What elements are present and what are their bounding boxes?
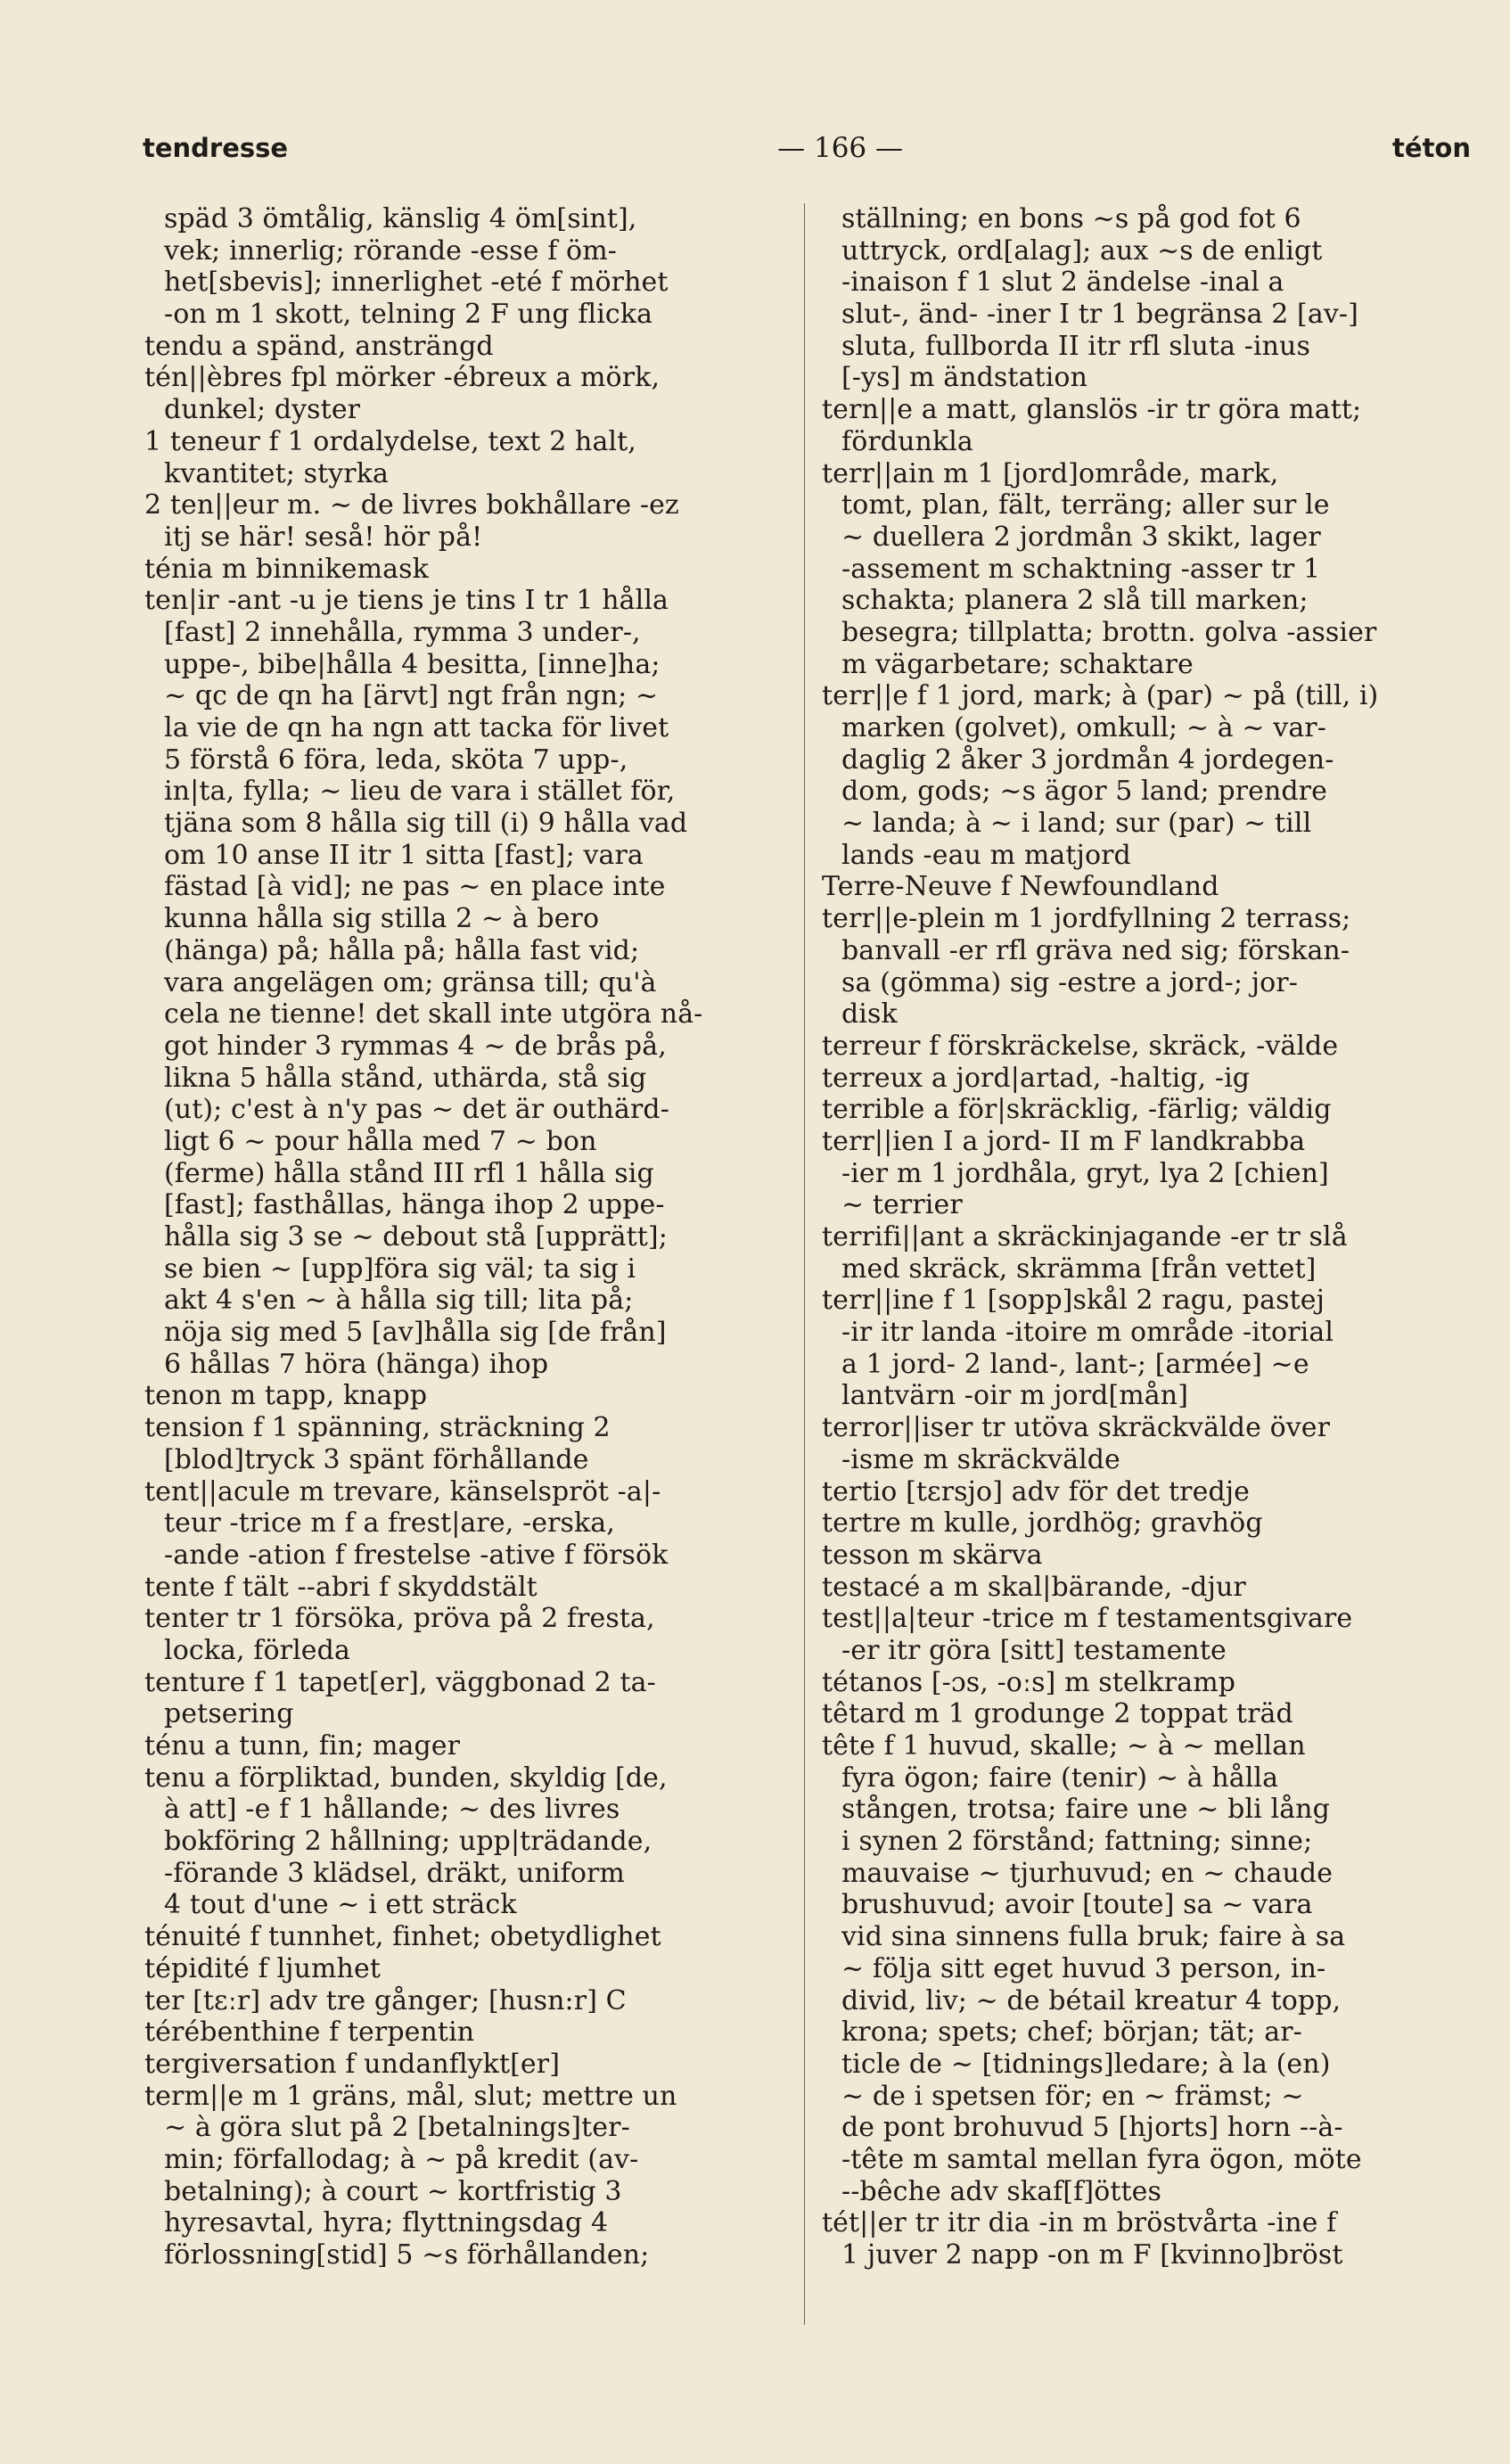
dictionary-line: -inaison f 1 slut 2 ändelse -inal a (841, 267, 1284, 299)
dictionary-line: betalning); à court ~ kortfristig 3 (164, 2175, 622, 2207)
dictionary-line: térébenthine f terpentin (144, 2016, 475, 2049)
dictionary-line: marken (golvet), omkull; ~ à ~ var- (841, 712, 1326, 743)
dictionary-line: -assement m schaktning -asser tr 1 (841, 553, 1321, 585)
dictionary-line: uppe-, bibe|hålla 4 besitta, [inne]ha; (164, 648, 661, 680)
dictionary-line: got hinder 3 rymmas 4 ~ de brås på, (164, 1030, 667, 1062)
dictionary-line: tertre m kulle, jordhög; gravhög (822, 1507, 1263, 1540)
dictionary-line: likna 5 hålla stånd, uthärda, stå sig (164, 1062, 647, 1094)
dictionary-line: schakta; planera 2 slå till marken; (841, 585, 1309, 617)
dictionary-line: terreux a jord|artad, -haltig, -ig (822, 1062, 1251, 1094)
page-number: — 166 — (777, 132, 904, 164)
dictionary-line: tétanos [-ɔs, -oːs] m stelkramp (822, 1666, 1236, 1698)
dictionary-line: m vägarbetare; schaktare (841, 648, 1194, 680)
dictionary-line: ligt 6 ~ pour hålla med 7 ~ bon (164, 1125, 597, 1157)
dictionary-line: vek; innerlig; rörande -esse f öm- (164, 234, 617, 267)
dictionary-line: terr||e-plein m 1 jordfyllning 2 terrass; (822, 903, 1351, 935)
dictionary-line: -on m 1 skott, telning 2 F ung flicka (164, 299, 653, 331)
dictionary-line: nöja sig med 5 [av]hålla sig [de från] (164, 1317, 667, 1349)
dictionary-line: tendu a spänd, ansträngd (144, 330, 494, 362)
dictionary-line: besegra; tillplatta; brottn. golva -assier (841, 616, 1377, 648)
dictionary-line: disk (841, 998, 898, 1031)
dictionary-line: daglig 2 åker 3 jordmån 4 jordegen- (841, 743, 1334, 776)
dictionary-line: ~ följa sitt eget huvud 3 person, in- (841, 1952, 1326, 1984)
dictionary-line: stången, trotsa; faire une ~ bli lång (841, 1794, 1330, 1826)
dictionary-line: petsering (164, 1698, 294, 1730)
dictionary-line: ~ duellera 2 jordmån 3 skikt, lager (841, 521, 1321, 553)
dictionary-line: (ut); c'est à n'y pas ~ det är outhärd- (164, 1094, 669, 1126)
dictionary-line: tern||e a matt, glanslös -ir tr göra matt; (822, 394, 1362, 426)
dictionary-line: akt 4 s'en ~ à hålla sig till; lita på; (164, 1285, 634, 1317)
dictionary-line: tét||er tr itr dia -in m bröstvårta -ine f (822, 2207, 1337, 2239)
header-left-headword: tendresse (143, 133, 289, 163)
dictionary-line: med skräck, skrämma [från vettet] (841, 1253, 1317, 1285)
dictionary-line: -förande 3 klädsel, dräkt, uniform (164, 1857, 625, 1889)
dictionary-line: hålla sig 3 se ~ debout stå [upprätt]; (164, 1221, 668, 1253)
dictionary-line: brushuvud; avoir [toute] sa ~ vara (841, 1889, 1313, 1921)
dictionary-line: fästad [à vid]; ne pas ~ en place inte (164, 871, 666, 903)
dictionary-line: tertio [tɛrsjo] adv för det tredje (822, 1475, 1251, 1507)
dictionary-line: test||a|teur -trice m f testamentsgivare (822, 1603, 1353, 1635)
dictionary-line: 2 ten||eur m. ~ de livres bokhållare -ez (144, 489, 679, 522)
dictionary-line: --bêche adv skaf[f]öttes (841, 2175, 1162, 2207)
dictionary-line: ténia m binnikemask (144, 553, 429, 585)
right-column (822, 203, 1471, 2271)
dictionary-line: terr||ine f 1 [sopp]skål 2 ragu, pastej (822, 1285, 1325, 1317)
dictionary-line: terror||iser tr utöva skräckvälde över (822, 1412, 1331, 1444)
dictionary-line: 5 förstå 6 föra, leda, sköta 7 upp-, (164, 743, 628, 776)
dictionary-line: sluta, fullborda II itr rfl sluta -inus (841, 330, 1310, 362)
dictionary-line: hyresavtal, hyra; flyttningsdag 4 (164, 2207, 609, 2239)
dictionary-line: tépidité f ljumhet (144, 1952, 381, 1984)
dictionary-line: tente f tält --abri f skyddstält (144, 1571, 538, 1603)
dictionary-line: vid sina sinnens fulla bruk; faire à sa (841, 1921, 1346, 1953)
dictionary-line: tenter tr 1 försöka, pröva på 2 fresta, (144, 1603, 655, 1635)
dictionary-line: terreur f förskräckelse, skräck, -välde (822, 1030, 1339, 1062)
dictionary-line: mauvaise ~ tjurhuvud; en ~ chaude (841, 1857, 1334, 1889)
dictionary-line: [fast]; fasthållas, hänga ihop 2 uppe- (164, 1189, 665, 1221)
dictionary-line: förlossning[stid] 5 ~s förhållanden; (164, 2239, 650, 2271)
dictionary-line: -ir itr landa -itoire m område -itorial (841, 1317, 1334, 1349)
dictionary-line: ter [tɛːr] adv tre gånger; [husn:r] C (144, 1984, 627, 2016)
dictionary-line: ténuité f tunnhet, finhet; obetydlighet (144, 1921, 661, 1953)
dictionary-line: -ande -ation f frestelse -ative f försök (164, 1539, 669, 1571)
dictionary-line: (hänga) på; hålla på; hålla fast vid; (164, 934, 640, 966)
dictionary-line: späd 3 ömtålig, känslig 4 öm[sint], (164, 203, 637, 234)
dictionary-line: i synen 2 förstånd; fattning; sinne; (841, 1826, 1313, 1858)
dictionary-line: vara angelägen om; gränsa till; qu'à (164, 966, 657, 998)
dictionary-line: la vie de qn ha ngn att tacka för livet (164, 712, 669, 743)
dictionary-line: ~ de i spetsen för; en ~ främst; ~ (841, 2080, 1304, 2112)
dictionary-line: [-ys] m ändstation (841, 362, 1087, 394)
dictionary-line: tent||acule m trevare, känselspröt -a|- (144, 1475, 661, 1507)
page-header (143, 132, 1471, 177)
dictionary-line: 6 hållas 7 höra (hänga) ihop (164, 1348, 549, 1380)
dictionary-line: fyra ögon; faire (tenir) ~ à hålla (841, 1762, 1279, 1794)
dictionary-line: têtard m 1 grodunge 2 toppat träd (822, 1698, 1293, 1730)
dictionary-line: de pont brohuvud 5 [hjorts] horn --à- (841, 2112, 1343, 2144)
dictionary-line: [fast] 2 innehålla, rymma 3 under-, (164, 616, 641, 648)
dictionary-line: het[sbevis]; innerlighet -eté f mörhet (164, 267, 669, 299)
dictionary-line: ~ landa; à ~ i land; sur (par) ~ till (841, 808, 1312, 840)
dictionary-line: testacé a m skal|bärande, -djur (822, 1571, 1246, 1603)
dictionary-line: bokföring 2 hållning; upp|trädande, (164, 1826, 652, 1858)
left-column (144, 203, 786, 2271)
dictionary-line: terr||ain m 1 [jord]område, mark, (822, 457, 1279, 489)
dictionary-line: (ferme) hålla stånd III rfl 1 hålla sig (164, 1157, 654, 1189)
dictionary-line: tergiversation f undanflykt[er] (144, 2048, 561, 2080)
dictionary-line: sa (gömma) sig -estre a jord-; jor- (841, 966, 1298, 998)
dictionary-line: Terre-Neuve f Newfoundland (822, 871, 1219, 903)
dictionary-line: teur -trice m f a frest|are, -erska, (164, 1507, 615, 1540)
dictionary-line: ~ qc de qn ha [ärvt] ngt från ngn; ~ (164, 680, 659, 712)
column-divider (804, 203, 805, 2325)
dictionary-line: dunkel; dyster (164, 394, 361, 426)
dictionary-line: tén||èbres fpl mörker -ébreux a mörk, (144, 362, 661, 394)
dictionary-line: ticle de ~ [tidnings]ledare; à la (en) (841, 2048, 1331, 2080)
dictionary-line: tjäna som 8 hålla sig till (i) 9 hålla vad (164, 808, 688, 840)
dictionary-line: tension f 1 spänning, sträckning 2 (144, 1412, 611, 1444)
dictionary-line: lands -eau m matjord (841, 839, 1131, 871)
dictionary-line: -tête m samtal mellan fyra ögon, möte (841, 2143, 1362, 2175)
dictionary-line: ställning; en bons ~s på god fot 6 (841, 203, 1301, 234)
dictionary-line: 4 tout d'une ~ i ett sträck (164, 1889, 517, 1921)
dictionary-line: uttryck, ord[alag]; aux ~s de enligt (841, 234, 1323, 267)
dictionary-line: kunna hålla sig stilla 2 ~ à bero (164, 903, 600, 935)
dictionary-line: [blod]tryck 3 spänt förhållande (164, 1443, 589, 1475)
dictionary-line: -er itr göra [sitt] testamente (841, 1634, 1227, 1666)
dictionary-line: se bien ~ [upp]föra sig väl; ta sig i (164, 1253, 636, 1285)
dictionary-line: tête f 1 huvud, skalle; ~ à ~ mellan (822, 1730, 1306, 1762)
dictionary-line: term||e m 1 gräns, mål, slut; mettre un (144, 2080, 677, 2112)
dictionary-line: lantvärn -oir m jord[mån] (841, 1380, 1189, 1412)
dictionary-line: cela ne tienne! det skall inte utgöra nå- (164, 998, 703, 1031)
dictionary-line: divid, liv; ~ de bétail kreatur 4 topp, (841, 1984, 1342, 2016)
dictionary-line: 1 teneur f 1 ordalydelse, text 2 halt, (144, 425, 636, 457)
dictionary-line: à att] -e f 1 hållande; ~ des livres (164, 1794, 620, 1826)
dictionary-line: banvall -er rfl gräva ned sig; förskan- (841, 934, 1350, 966)
dictionary-line: terr||e f 1 jord, mark; à (par) ~ på (till, i) (822, 680, 1379, 712)
dictionary-line: dom, gods; ~s ägor 5 land; prendre (841, 776, 1327, 808)
dictionary-line: tesson m skärva (822, 1539, 1043, 1571)
dictionary-line: slut-, änd- -iner I tr 1 begränsa 2 [av-] (841, 299, 1358, 331)
dictionary-line: itj se här! seså! hör på! (164, 521, 483, 553)
dictionary-line: krona; spets; chef; början; tät; ar- (841, 2016, 1302, 2049)
dictionary-line: ~ à göra slut på 2 [betalnings]ter- (164, 2112, 630, 2144)
dictionary-line: locka, förleda (164, 1634, 350, 1666)
header-right-headword: téton (1392, 133, 1471, 163)
dictionary-line: ténu a tunn, fin; mager (144, 1730, 461, 1762)
dictionary-line: in|ta, fylla; ~ lieu de vara i stället för, (164, 776, 676, 808)
dictionary-line: terr||ien I a jord- II m F landkrabba (822, 1125, 1306, 1157)
dictionary-line: terrifi||ant a skräckinjagande -er tr slå (822, 1221, 1348, 1253)
dictionary-line: kvantitet; styrka (164, 457, 389, 489)
dictionary-line: -isme m skräckvälde (841, 1443, 1120, 1475)
dictionary-line: 1 juver 2 napp -on m F [kvinno]bröst (841, 2239, 1343, 2271)
dictionary-line: fördunkla (841, 425, 973, 457)
dictionary-line: ten|ir -ant -u je tiens je tins I tr 1 hålla (144, 585, 669, 617)
dictionary-line: terrible a för|skräcklig, -färlig; väldig (822, 1094, 1332, 1126)
dictionary-line: ~ terrier (841, 1189, 963, 1221)
dictionary-line: tenu a förpliktad, bunden, skyldig [de, (144, 1762, 668, 1794)
dictionary-line: tomt, plan, fält, terräng; aller sur le (841, 489, 1330, 522)
dictionary-line: a 1 jord- 2 land-, lant-; [armée] ~e (841, 1348, 1309, 1380)
dictionary-line: tenon m tapp, knapp (144, 1380, 428, 1412)
dictionary-line: tenture f 1 tapet[er], väggbonad 2 ta- (144, 1666, 656, 1698)
dictionary-line: min; förfallodag; à ~ på kredit (av- (164, 2143, 639, 2175)
dictionary-line: -ier m 1 jordhåla, gryt, lya 2 [chien] (841, 1157, 1329, 1189)
dictionary-line: om 10 anse II itr 1 sitta [fast]; vara (164, 839, 644, 871)
